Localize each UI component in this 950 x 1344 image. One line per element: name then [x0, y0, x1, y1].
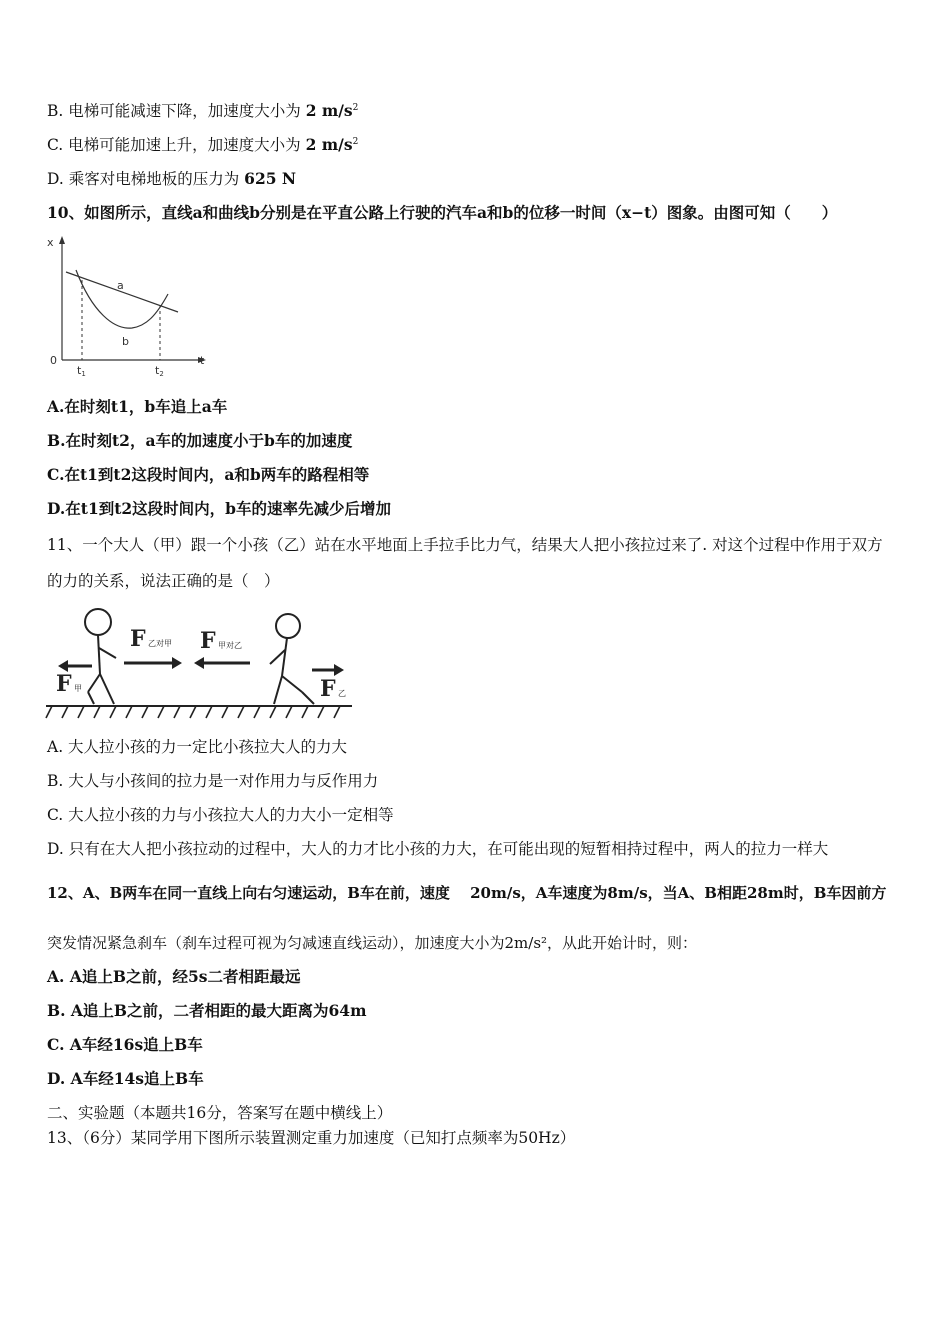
q10-option-d: D.在t1到t2这段时间内，b车的速率先减少后增加 [47, 499, 392, 518]
q11-option-d: D. 只有在大人把小孩拉动的过程中，大人的力才比小孩的力大，在可能出现的短暂相持过程中，两人的拉力一样大 [47, 840, 829, 858]
t2-label: t2 [155, 364, 164, 378]
q12-option-b: B. A追上B之前，二者相距的最大距离为64m [47, 1001, 367, 1020]
q10-stem: 10、如图所示，直线a和曲线b分别是在平直公路上行驶的汽车a和b的位移一时间（x−t）图象。由图可知（ ） [47, 203, 838, 222]
q9-option-b: B. 电梯可能减速下降，加速度大小为 2 $m/s^2$ [47, 101, 359, 120]
q13-stem: 13、（6分）某同学用下图所示装置测定重力加速度（已知打点频率为50Hz） [47, 1129, 576, 1147]
q12-option-c: C. A车经16s追上B车 [47, 1035, 203, 1054]
q10-option-b: B.在时刻t2，a车的加速度小于b车的加速度 [47, 431, 353, 450]
q11-stem-line2: 的力的关系，说法正确的是（ ） [47, 572, 280, 590]
child-figure [270, 614, 314, 704]
y-axis-label: x [47, 236, 54, 249]
x-axis-label: t [200, 354, 205, 367]
svg-text:甲: 甲 [74, 684, 82, 693]
force-jia-on-yi-label: F [200, 628, 216, 654]
q11-option-a: A. 大人拉小孩的力一定比小孩拉大人的力大 [47, 738, 348, 756]
q12-option-a: A. A追上B之前，经5s二者相距最远 [47, 967, 301, 986]
svg-text:乙对甲: 乙对甲 [148, 639, 172, 648]
q11-tug-figure [44, 606, 356, 726]
q10-option-c: C.在t1到t2这段时间内，a和b两车的路程相等 [47, 465, 370, 484]
q11-stem-line1: 11、一个大人（甲）跟一个小孩（乙）站在水平地面上手拉手比力气，结果大人把小孩拉过来了. 对这个过程中作用于双方 [47, 536, 883, 554]
force-yi-on-jia-label: F [130, 626, 146, 652]
q10-option-a: A.在时刻t1，b车追上a车 [47, 397, 228, 416]
label-b: b [122, 335, 129, 348]
force-jia-label: F [56, 671, 72, 697]
q10-xt-graph [44, 232, 214, 380]
q9-option-c: C. 电梯可能加速上升，加速度大小为 2 $m/s^2$ [47, 135, 359, 154]
svg-text:甲对乙: 甲对乙 [218, 641, 242, 650]
t1-label: t1 [77, 364, 86, 378]
svg-text:乙: 乙 [338, 689, 346, 698]
q9-option-d: D. 乘客对电梯地板的压力为 625 N [47, 169, 297, 188]
origin-label: 0 [50, 354, 57, 367]
section-heading: 二、实验题（本题共16分，答案写在题中横线上） [47, 1104, 393, 1122]
force-yi-label: F [320, 676, 336, 702]
adult-figure [85, 609, 116, 704]
q12-stem-line1: 12、A、B两车在同一直线上向右匀速运动，B车在前，速度 20m/s，A车速度为8m/s，当A、B相距28m时，B车因前方 [47, 884, 887, 902]
q11-option-b: B. 大人与小孩间的拉力是一对作用力与反作用力 [47, 772, 379, 790]
q11-option-c: C. 大人拉小孩的力与小孩拉大人的力大小一定相等 [47, 806, 394, 824]
label-a: a [117, 279, 124, 292]
q12-option-d: D. A车经14s追上B车 [47, 1069, 204, 1088]
q12-stem-line2: 突发情况紧急刹车（刹车过程可视为匀减速直线运动），加速度大小为2m/s²，从此开始计时，则： [47, 934, 698, 952]
